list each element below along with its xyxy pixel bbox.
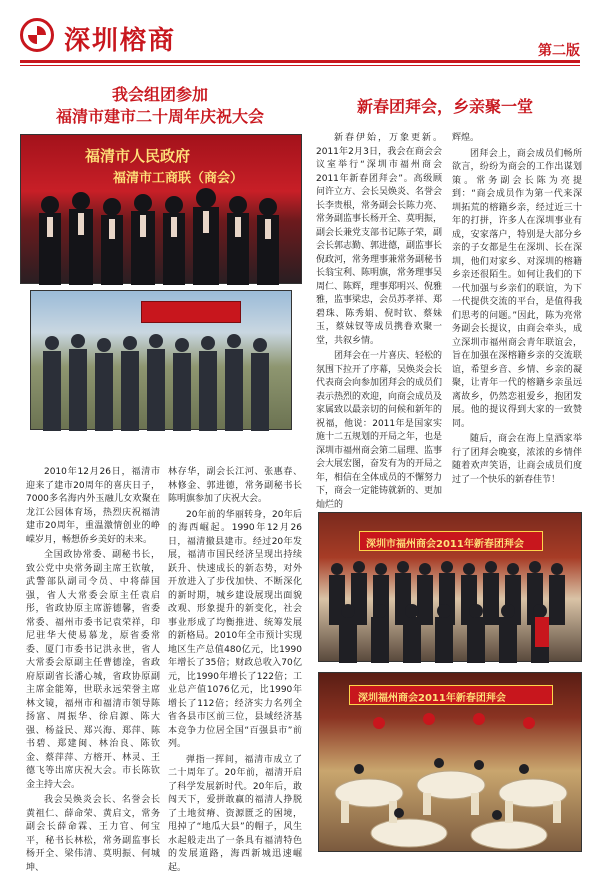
article-1-paragraph: 2010年12月26日，福清市迎来了建市20周年的喜庆日子，7000多名海内外玉融儿女欢聚在龙江公园体育场，热烈庆祝福清建市20周年，重温激情创业的峥嵘岁月，畅想侨乡美好的未来。 [26,466,160,547]
article-1-paragraph: 全国政协常委、副秘书长，致公党中央常务副主席王钦敏，武警部队副司令员、中将薛国强，省人大常委会原主任袁启彤，省政协原主席游德馨，省委常委、福州市委书记袁荣祥，印尼驻华大使易慕龙，原省委常委、厦门市委书记洪永世，省人大常委会原副主任曹德淦，省政府原副省长潘心城，省政协原副主席金能筹，世联永远荣誉主席林文镜，福州市和福清市领导陈扬富、周振华、徐启源、陈大强、杨益民、郑兴海、郑萍、陈书碧、郑建闽、林治良、陈钦金、蔡萍萍、方榕开、林灵、王德飞等出席庆祝大会。市长陈钦金主持大会。 [26,549,160,792]
photo-outdoor-group [30,290,292,430]
brand-title: 深圳榕商 [64,20,176,57]
article-1-title-line1: 我会组团参加 [20,84,300,106]
article-2-paragraph: 随后，商会在海上皇酒家举行了团拜会晚宴，浓浓的乡情伴随着欢声笑语，让商会成员们度过了一个快乐的新春佳节！ [452,433,582,487]
article-2-paragraph: 新春伊始，万象更新。2011年2月3日，我会在商会会议室举行“深圳市福州商会2011年新春团拜会”。高级顾问许立方、会长吴焕炎、名誉会长李贵根，常务副会长陈力亮、常务副监事长杨开全、莫明振，副会长兼党支部书记陈子荣，副会长郭志勤、郭进德，副监事长倪政河，常务理事兼常务副秘书长翁宝利、陈明旗，常务理事吴周仁、陈辉，理事郑明兴、倪雅雅，监事梁忠，会员苏孝祥、郑碧珠、陈秀娟、倪时钦、蔡妹玉，蔡妹钗等成员携眷欢聚一堂，共叙乡情。 [316,132,442,348]
photo-1-banner-text-top: 福清市人民政府 [85,145,190,166]
article-2-column-1 [316,132,442,502]
photo-1-figures [21,135,303,285]
article-2-paragraph: 团拜会上，商会成员们畅所欲言，纷纷为商会的工作出谋划策。常务副会长陈为亮提到：“商会成员作为第一代来深圳拓荒的榕籍乡亲，经过近三十年的打拼，许多人在深圳事业有成，安家落户，特别是大部分乡亲的子女都是生在深圳、长在深圳，他们对家乡、对深圳的榕籍乡亲还很陌生。如何让我们的下一代加强与乡亲们的联谊，为下一代提供交流的平台，是值得我们思考的问题。”因此，陈为亮常务副会长提议，由商会牵头，成立深圳市福州商会青年联谊会，旨在加强在深榕籍乡亲的交流联谊，希望乡音、乡情、乡亲的凝聚，让青年一代的榕籍乡亲虽远离故乡，仍然恋祖爱乡，抱团发展。他的提议得到大家的一致赞同。 [452,148,582,432]
photo-3-figures [319,513,583,663]
article-2-column-2 [452,132,582,502]
article-1-paragraph: 20年前的华丽转身，20年后的海西崛起。1990年12月26日，福清撤县建市。经过20年发展，福清市国民经济呈现出持续跃升、快速成长的新态势，对外开放进入了步伐加快、不断深化的新时期，城乡建设展现出面貌改观、形象提升的新变化，社会事业形成了均衡推进、统筹发展的新格局。2010年全市预计实现地区生产总值480亿元，比1990年增长了35倍；财政总收入70亿元，比1990年增长了122倍；工业总产值1076亿元，比1990年增长了112倍；经济实力名列全省各县市区前三位，县域经济基本竞争力位居全国“百强县市”前列。 [168,509,302,752]
article-1-headline [20,84,300,127]
article-1-column-2 [168,466,302,858]
photo-3-banner-text: 深圳市福州商会2011年新春团拜会 [366,535,524,550]
photo-2-figures [31,291,293,431]
logo-icon [20,18,54,52]
article-2-paragraph: 辉煌。 [452,132,582,146]
article-1-column-1 [26,466,160,858]
article-1-paragraph: 我会吴焕炎会长、名誉会长黄祖仁、薛命荣、黄启文，常务副会长薛命霖、王力官、何宝平，秘书长林松，常务副监事长杨开全、梁伟清、莫明振、何城坤、 [26,794,160,875]
photo-banquet-hall [318,672,582,852]
article-1-paragraph: 林存华，副会长江河、张惠春、林修金、郭进德，常务副秘书长陈明旗参加了庆祝大会。 [168,466,302,507]
photo-new-year-group [318,512,582,662]
photo-celebration-stage [20,134,302,284]
photo-1-banner-text-bottom: 福清市工商联（商会） [113,167,243,186]
article-1-paragraph: 弹指一挥间，福清市成立了二十周年了。20年前，福清开启了科学发展新时代。20年后，敢闯天下，爱拼敢赢的福清人挣脱了土地贫瘠、资源匮乏的困境，甩掉了“地瓜大县”的帽子，风生水起般走出了一条具有福清特色的发展道路，海西新城迅速崛起。 [168,754,302,875]
article-2-headline: 新春团拜会，乡亲聚一堂 [310,96,580,118]
masthead [0,0,600,70]
photo-4-banquet-tables [319,673,583,853]
article-2-paragraph: 团拜会在一片喜庆、轻松的氛围下拉开了序幕，吴焕炎会长代表商会向参加团拜会的成员们表示热烈的欢迎，向商会成员及家属致以最亲切的问候和新年的祝福，他说：2011年是国家实施十二五规划的开局之年，也是深圳市福州商会第二届理、监事会大展宏图，奋发有为的开局之年，相信在全体成员的不懈努力下，商会一定能铸就新的、更加灿烂的 [316,350,442,512]
edition-label: 第二版 [538,40,580,60]
header-rule [20,60,580,63]
article-1-title-line2: 福清市建市二十周年庆祝大会 [20,106,300,128]
photo-4-banner-text: 深圳福州商会2011年新春团拜会 [358,689,506,704]
header-rule-thin [20,65,580,66]
